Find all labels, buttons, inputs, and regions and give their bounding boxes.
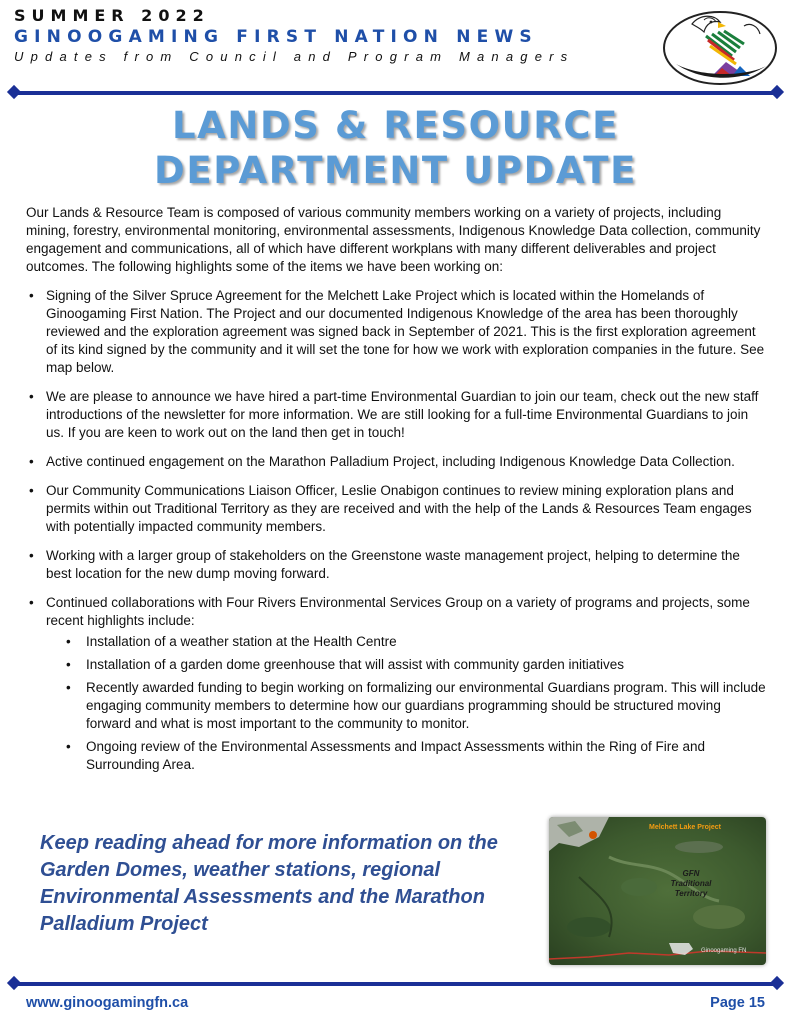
newsletter-subtitle: Updates from Council and Program Managers [14, 49, 575, 64]
map-territory-line-1: GFN [682, 869, 700, 878]
issue-season: SUMMER 2022 [14, 6, 210, 25]
sub-list-item-text: Installation of a garden dome greenhouse that will assist with community garden initiatives [86, 657, 625, 672]
list-item-text: Our Community Communications Liaison Officer, Leslie Onabigon continues to review mining exploration plans and permits within out Traditional Territory as they are received and with the help of the Lands & Resources Team engages with potentially impacted community members. [46, 483, 752, 534]
bullet-icon: • [66, 739, 71, 754]
list-item-text: Continued collaborations with Four Rivers Environmental Services Group on a variety of programs and projects, some recent highlights include: [46, 595, 750, 628]
article-title-line-2: DEPARTMENT UPDATE [154, 149, 637, 192]
footer-divider [8, 977, 783, 991]
sub-highlights-list [46, 633, 766, 774]
footer-website-link[interactable]: www.ginoogamingfn.ca [26, 995, 189, 1011]
list-item [26, 388, 766, 442]
list-item-text: Working with a larger group of stakeholders on the Greenstone waste management project, helping to determine the best location for the new dump moving forward. [46, 548, 740, 581]
map-project-label: Melchett Lake Project [649, 824, 721, 831]
article-body [26, 204, 766, 785]
list-item-text: Active continued engagement on the Marathon Palladium Project, including Indigenous Knowledge Data Collection. [46, 454, 735, 469]
read-ahead-callout: Keep reading ahead for more information on the Garden Domes, weather stations, regional Environmental Assessments and the Marathon Palladium Project [40, 832, 498, 935]
sub-list-item-text: Ongoing review of the Environmental Assessments and Impact Assessments within the Ring of Fire and Surrounding Area. [86, 739, 706, 772]
territory-map [549, 817, 766, 965]
bullet-icon: • [29, 548, 34, 563]
list-item [26, 287, 766, 377]
map-territory-line-3: Territory [674, 889, 708, 898]
bullet-icon: • [66, 680, 71, 695]
ginoogaming-logo [662, 6, 778, 86]
page-number: Page 15 [710, 995, 765, 1011]
sub-list-item [46, 679, 766, 733]
article-title-line-1: LANDS & RESOURCE [172, 104, 619, 147]
header-divider [8, 86, 783, 100]
map-territory-line-2: Traditional [670, 879, 712, 888]
intro-paragraph: Our Lands & Resource Team is composed of various community members working on a variety of projects, including mining, forestry, environmental monitoring, environmental assessments, Indigenous Knowledge Data collection, community engagement and communications, all of which have different workplans with many different deliverables and project outcomes. The following highlights some of the items we have been working on: [26, 205, 761, 274]
sub-list-item [46, 656, 766, 674]
list-item [26, 453, 766, 471]
bullet-icon: • [29, 288, 34, 303]
list-item [26, 594, 766, 774]
highlights-list [26, 287, 766, 774]
list-item-text: Signing of the Silver Spruce Agreement for the Melchett Lake Project which is located within the Homelands of Ginoogaming First Nation. The Project and our documented Indigenous Knowledge of the area has been thoroughly reviewed and the exploration agreement was signed back in September of 2021. This is the first exploration agreement of its kind signed by the community and it will set the tone for how we work with exploration companies in the future. See map below. [46, 288, 765, 375]
sub-list-item [46, 633, 766, 651]
article-title [0, 103, 791, 193]
bullet-icon: • [66, 634, 71, 649]
map-legend-label: Ginoogaming FN [701, 948, 747, 954]
bullet-icon: • [29, 483, 34, 498]
bullet-icon: • [29, 595, 34, 610]
list-item-text: We are please to announce we have hired a part-time Environmental Guardian to join our team, check out the new staff introductions of the newsletter for more information. We are still looking for a full-time Environmental Guardians to join us. If you are keen to work out on the land then get in touch! [46, 389, 759, 440]
newsletter-header [14, 6, 614, 66]
sub-list-item-text: Recently awarded funding to begin working on formalizing our environmental Guardians program. This will include engaging community members to determine how our guardians programming should be structured moving forward and what is most important to the community to monitor. [86, 680, 766, 731]
satellite-map-image [549, 817, 766, 965]
list-item [26, 482, 766, 536]
bullet-icon: • [66, 657, 71, 672]
bullet-icon: • [29, 454, 34, 469]
sub-list-item [46, 738, 766, 774]
sub-list-item-text: Installation of a weather station at the Health Centre [86, 634, 397, 649]
bullet-icon: • [29, 389, 34, 404]
list-item [26, 547, 766, 583]
newsletter-title: GINOOGAMING FIRST NATION NEWS [14, 27, 538, 47]
map-territory-label [661, 869, 721, 899]
